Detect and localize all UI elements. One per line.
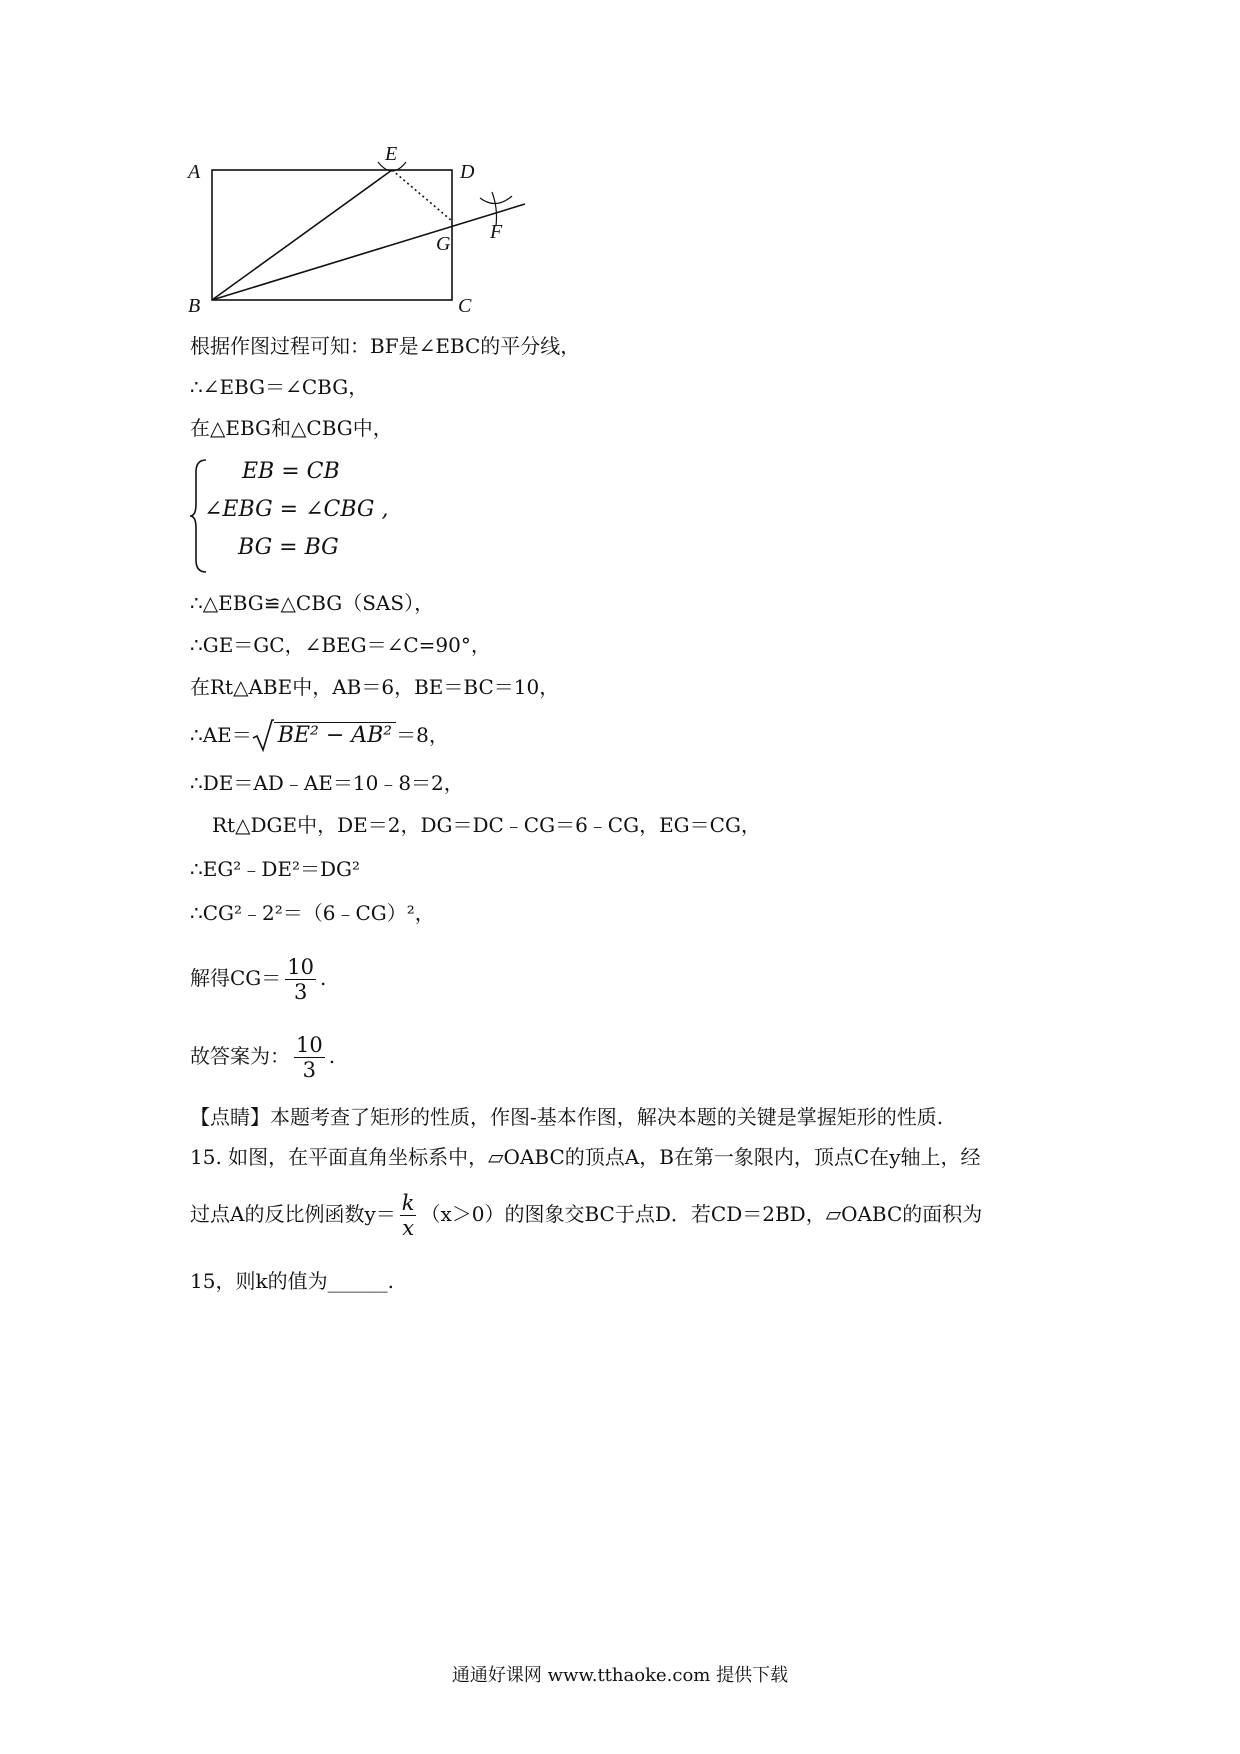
- fraction-numerator: 10: [287, 955, 315, 979]
- text-line-2: ∴∠EBG＝∠CBG，: [190, 375, 369, 399]
- equation-2: ∠EBG = ∠CBG ,: [204, 497, 389, 522]
- text-line-8: ∴DE＝AD﹣AE＝10﹣8＝2，: [190, 771, 464, 795]
- label-c: C: [458, 295, 472, 315]
- function-denominator: x: [402, 1216, 415, 1240]
- fraction-denominator: 3: [293, 980, 308, 1004]
- text-line-7: [190, 718, 449, 752]
- fraction-10-3: [285, 955, 316, 1004]
- text-line-5: ∴GE＝GC，∠BEG＝∠C=90°，: [190, 633, 491, 657]
- text-line-12: [190, 948, 326, 1008]
- answer-prefix: 故答案为：: [190, 1044, 290, 1068]
- text-line-11: ∴CG²﹣2²＝（6﹣CG）²，: [190, 901, 435, 925]
- text-line-3: 在△EBG和△CBG中，: [190, 416, 393, 440]
- text-line-14: 【点睛】本题考查了矩形的性质，作图-基本作图，解决本题的关键是掌握矩形的性质.: [190, 1105, 944, 1129]
- label-g: G: [436, 233, 451, 255]
- question-15-line-2: [190, 1184, 982, 1244]
- radicand: BE² − AB²: [274, 722, 396, 748]
- text-line-6: 在Rt△ABE中，AB＝6，BE＝BC＝10，: [190, 675, 560, 699]
- label-a: A: [188, 161, 201, 183]
- text-line-4: ∴△EBG≌△CBG（SAS），: [190, 591, 435, 615]
- solve-suffix: .: [320, 966, 327, 990]
- text-line-1: 根据作图过程可知：BF是∠EBC的平分线，: [190, 334, 581, 358]
- footer-credit: 通通好课网 www.tthaoke.com 提供下载: [451, 1665, 789, 1686]
- arc-mark-f: [480, 196, 512, 204]
- ae-suffix: ＝8，: [396, 723, 449, 747]
- answer-denominator: 3: [302, 1058, 317, 1082]
- answer-numerator: 10: [296, 1033, 323, 1057]
- function-suffix: （x＞0）的图象交BC于点D．若CD＝2BD，▱OABC的面积为: [420, 1202, 983, 1226]
- label-d: D: [460, 161, 475, 183]
- text-line-13: [190, 1026, 335, 1086]
- label-e: E: [385, 143, 398, 165]
- equation-3: BG = BG: [238, 535, 339, 560]
- label-f: F: [490, 221, 503, 243]
- text-line-10: ∴EG²﹣DE²＝DG²: [190, 857, 360, 881]
- segment-eg: [392, 170, 452, 221]
- segment-be: [212, 170, 392, 300]
- function-numerator: k: [401, 1191, 415, 1215]
- question-15-line-3: 15，则k的值为______.: [190, 1269, 394, 1293]
- square-root: [252, 718, 396, 752]
- equation-system: [190, 458, 490, 574]
- ae-prefix: ∴AE＝: [190, 723, 252, 747]
- question-15-line-1: 15. 如图，在平面直角坐标系中，▱OABC的顶点A，B在第一象限内，顶点C在y轴上，经: [190, 1145, 981, 1169]
- function-prefix: 过点A的反比例函数y＝: [190, 1202, 396, 1226]
- solve-prefix: 解得CG＝: [190, 966, 282, 990]
- text-line-9: Rt△DGE中，DE＝2，DG＝DC﹣CG＝6﹣CG，EG＝CG，: [212, 813, 761, 837]
- answer-suffix: .: [328, 1044, 336, 1068]
- ray-bf: [212, 204, 525, 300]
- answer-fraction: [294, 1033, 325, 1082]
- rectangle-construction-diagram: [180, 140, 540, 315]
- label-b: B: [188, 295, 201, 315]
- function-fraction: [400, 1191, 417, 1240]
- equation-1: EB = CB: [242, 459, 340, 484]
